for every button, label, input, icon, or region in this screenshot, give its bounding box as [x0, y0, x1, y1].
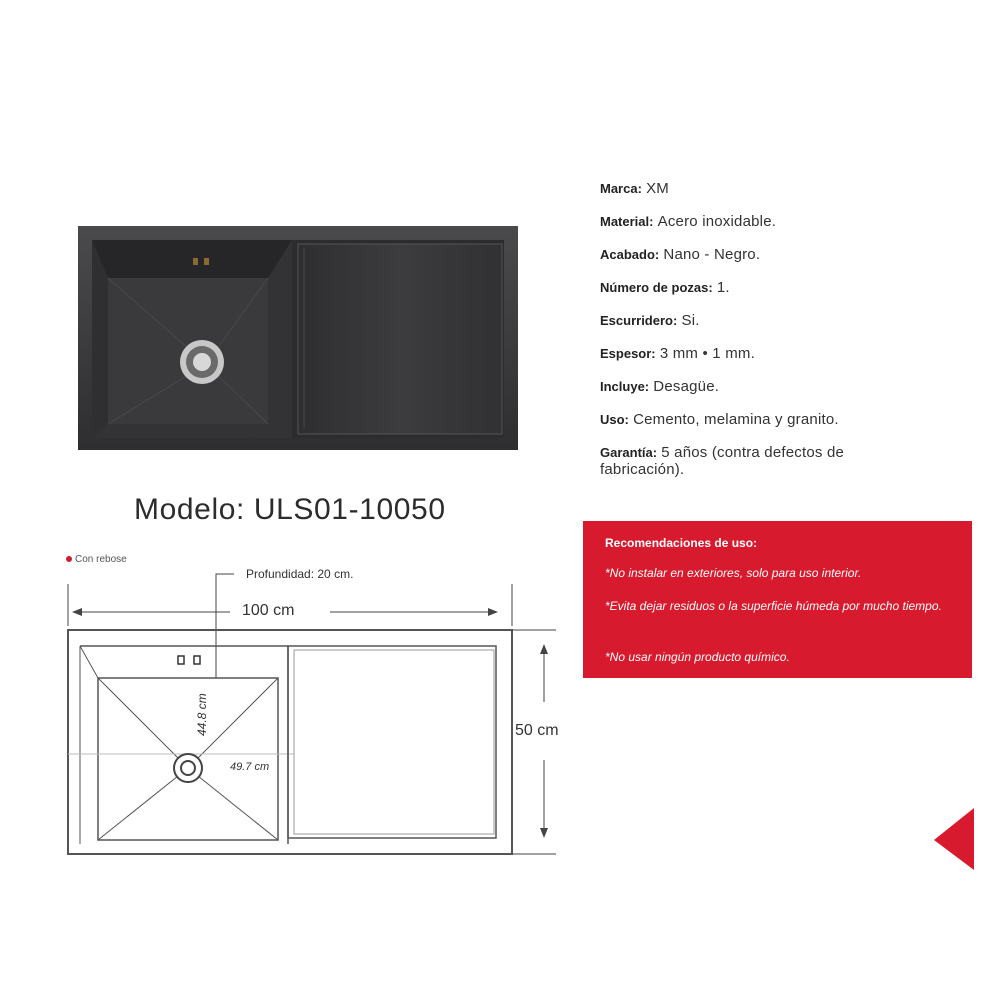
corner-triangle-icon — [934, 808, 974, 870]
model-title: Modelo: ULS01-10050 — [134, 493, 446, 526]
spec-row-finish: Acabado: Nano - Negro. — [600, 246, 761, 263]
product-photo — [78, 226, 518, 450]
spec-row-brand: Marca: XM — [600, 180, 669, 197]
height-label: 50 cm — [515, 722, 559, 739]
spec-row-drainboard: Escurridero: Si. — [600, 312, 700, 329]
spec-row-warranty: Garantía: 5 años (contra defectos de fabricación). — [600, 444, 845, 478]
bowl-width-label: 49.7 cm — [230, 761, 270, 773]
bowl-height-label: 44.8 cm — [195, 693, 209, 736]
spec-list — [600, 180, 930, 478]
legend — [66, 554, 127, 565]
spec-row-bowls: Número de pozas: 1. — [600, 279, 730, 296]
recommendations-title: Recomendaciones de uso: — [605, 536, 758, 550]
depth-label: Profundidad: 20 cm. — [246, 567, 354, 581]
technical-diagram — [60, 560, 590, 860]
width-label: 100 cm — [242, 602, 295, 619]
recommendation-item: *No instalar en exteriores, solo para uso interior. — [605, 566, 862, 580]
recommendation-item: *No usar ningún producto químico. — [605, 650, 790, 664]
red-dot-icon — [66, 556, 72, 562]
spec-row-includes: Incluye: Desagüe. — [600, 378, 720, 395]
legend-label: Con rebose — [75, 554, 127, 565]
spec-row-material: Material: Acero inoxidable. — [600, 213, 777, 230]
spec-row-thickness: Espesor: 3 mm • 1 mm. — [600, 345, 755, 362]
spec-row-use: Uso: Cemento, melamina y granito. — [600, 411, 839, 428]
recommendation-item: *Evita dejar residuos o la superficie húmeda por mucho tiempo. — [605, 599, 942, 613]
recommendations-box — [583, 521, 972, 678]
